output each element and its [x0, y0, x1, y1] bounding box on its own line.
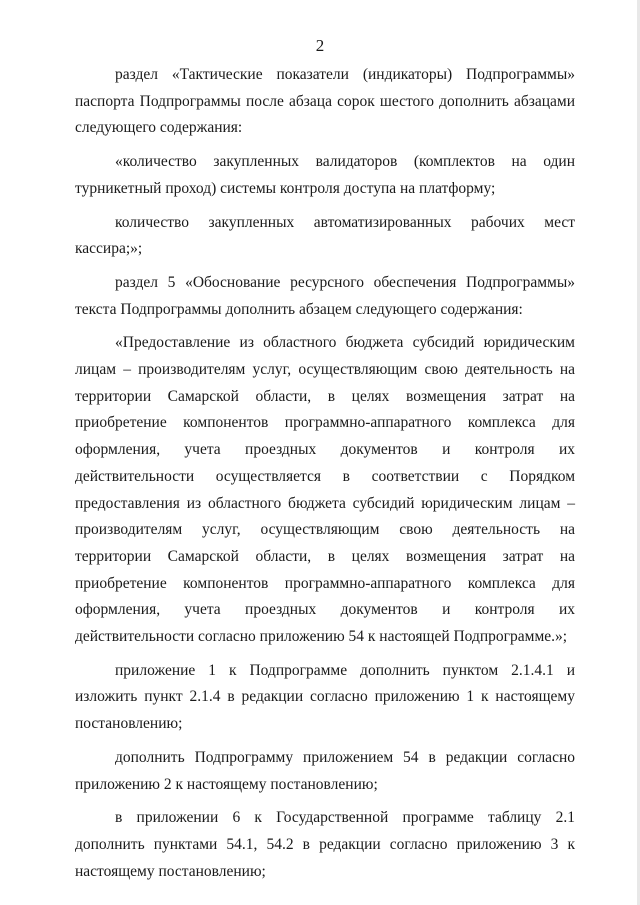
- paragraph-appendix-54: дополнить Подпрограмму приложением 54 в редакции согласно приложению 2 к настоящему постановлению;: [75, 748, 575, 793]
- paragraph-tactical-indicators: раздел «Тактические показатели (индикаторы) Подпрограммы» паспорта Подпрограммы после абзаца сорок шестого дополнить абзацами следующего содержания:: [75, 66, 575, 137]
- paragraph-subsidies: «Предоставление из областного бюджета субсидий юридическим лицам – производителям услуг, осуществляющим свою деятельность на территории Самарской области, в целях возмещения затрат на приобретение компонентов программно-аппаратного комплекса для оформления, учета проездных документов и контроля их действительности осуществляется в соответствии с Порядком предоставления из областного бюджета субсидий юридическим лицам – производителям услуг, осуществляющим свою деятельность на территории Самарской области, в целях возмещения затрат на приобретение компонентов программно-аппаратного комплекса для оформления, учета проездных документов и контроля их действительности согласно приложению 54 к настоящей Подпрограмме.»;: [75, 334, 575, 646]
- paragraph-appendix-6: в приложении 6 к Государственной программе таблицу 2.1 дополнить пунктами 54.1, 54.2 в редакции согласно приложению 3 к настоящему постановлению;: [75, 809, 575, 880]
- paragraph-cashier-workstations: количество закупленных автоматизированных рабочих мест кассира;»;: [75, 213, 575, 258]
- document-body: [75, 62, 575, 892]
- page-number: 2: [315, 36, 325, 55]
- paragraph-section-5: раздел 5 «Обоснование ресурсного обеспечения Подпрограммы» текста Подпрограммы дополнить абзацем следующего содержания:: [75, 273, 575, 318]
- paragraph-validators: «количество закупленных валидаторов (комплектов на один турникетный проход) системы контроля доступа на платформу;: [75, 153, 575, 197]
- paragraph-appendix-1: приложение 1 к Подпрограмме дополнить пунктом 2.1.4.1 и изложить пункт 2.1.4 в редакции согласно приложению 1 к настоящему постановлению;: [75, 661, 575, 733]
